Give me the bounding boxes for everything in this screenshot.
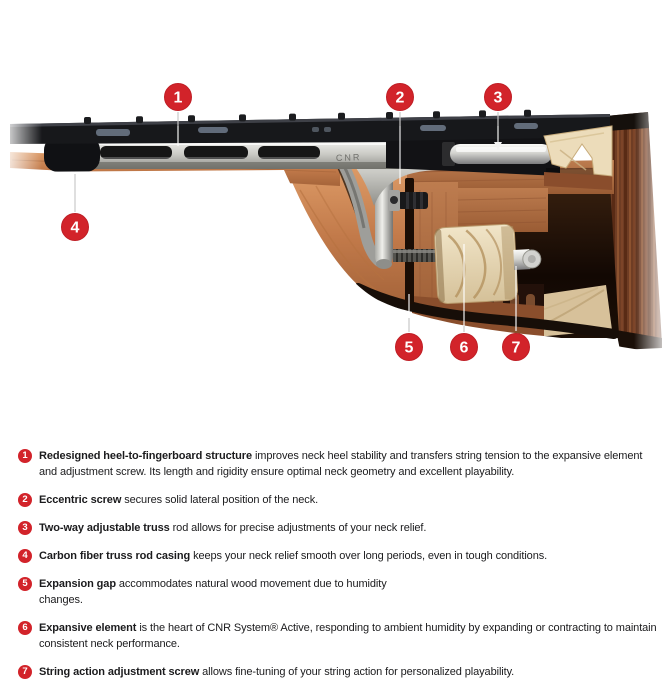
callout-marker-6 [451, 334, 478, 361]
legend-item-3-number: 3 [18, 521, 32, 535]
callout-marker-2 [387, 84, 414, 111]
callout-number-5: 5 [404, 339, 414, 357]
casting-engraving: CNR [335, 152, 362, 163]
legend-item-6-title: Expansive element [39, 622, 137, 634]
right-fade [634, 95, 672, 370]
legend-item-2-text: secures solid lateral position of the neck. [121, 494, 319, 506]
legend-item-7-text: allows fine-tuning of your string action for personalized playability. [199, 666, 515, 678]
legend-item-3 [18, 520, 662, 536]
left-fade [0, 95, 42, 335]
callout-marker-3 [485, 84, 512, 111]
legend-item-1-title: Redesigned heel-to-fingerboard structure [39, 450, 252, 462]
callout-number-3: 3 [493, 89, 503, 107]
legend-item-4 [18, 548, 662, 564]
legend-item-3-title: Two-way adjustable truss [39, 522, 170, 534]
callout-marker-7 [503, 334, 530, 361]
callout-number-2: 2 [395, 89, 405, 107]
legend-item-6 [18, 620, 662, 652]
casting-slots [100, 146, 320, 159]
legend-item-1-text: improves neck heel stability and transfers string tension to the expansive element and adjustment screw. Its length and rigidity ensure optimal neck geometry and excellent playability. [39, 450, 643, 478]
legend-item-4-text: keeps your neck relief smooth over long periods, even in tough conditions. [190, 550, 548, 562]
callout-number-1: 1 [173, 89, 183, 107]
legend-item-7 [18, 664, 662, 680]
legend-item-5 [18, 576, 662, 608]
legend-item-7-number: 7 [18, 665, 32, 679]
legend-item-6-number: 6 [18, 621, 32, 635]
legend-item-5-number: 5 [18, 577, 32, 591]
legend-item-5-title: Expansion gap [39, 578, 116, 590]
neck-block-bracket [544, 126, 612, 190]
legend-item-2 [18, 492, 662, 508]
legend-item-3-text: rod allows for precise adjustments of your neck relief. [169, 522, 427, 534]
callout-number-7: 7 [511, 339, 521, 357]
legend-item-1 [18, 448, 662, 480]
legend-item-4-title: Carbon fiber truss rod casing [39, 550, 191, 562]
string-action-screw-tip [513, 249, 541, 270]
eccentric-screw [388, 190, 428, 211]
callout-marker-5 [396, 334, 423, 361]
callout-number-4: 4 [70, 219, 80, 237]
legend-item-7-title: String action adjustment screw [39, 666, 200, 678]
legend-item-2-title: Eccentric screw [39, 494, 122, 506]
legend-item-6-text: is the heart of CNR System® Active, responding to ambient humidity by expanding or contracting to maintain consistent neck performance. [39, 622, 657, 650]
legend [18, 448, 662, 692]
legend-item-4-number: 4 [18, 549, 32, 563]
legend-item-2-number: 2 [18, 493, 32, 507]
callout-marker-4 [62, 214, 89, 241]
callout-number-6: 6 [459, 339, 469, 357]
legend-item-1-number: 1 [18, 449, 32, 463]
callout-marker-1 [165, 84, 192, 111]
legend-item-5-text: accommodates natural wood movement due to humidity changes. [39, 578, 387, 606]
